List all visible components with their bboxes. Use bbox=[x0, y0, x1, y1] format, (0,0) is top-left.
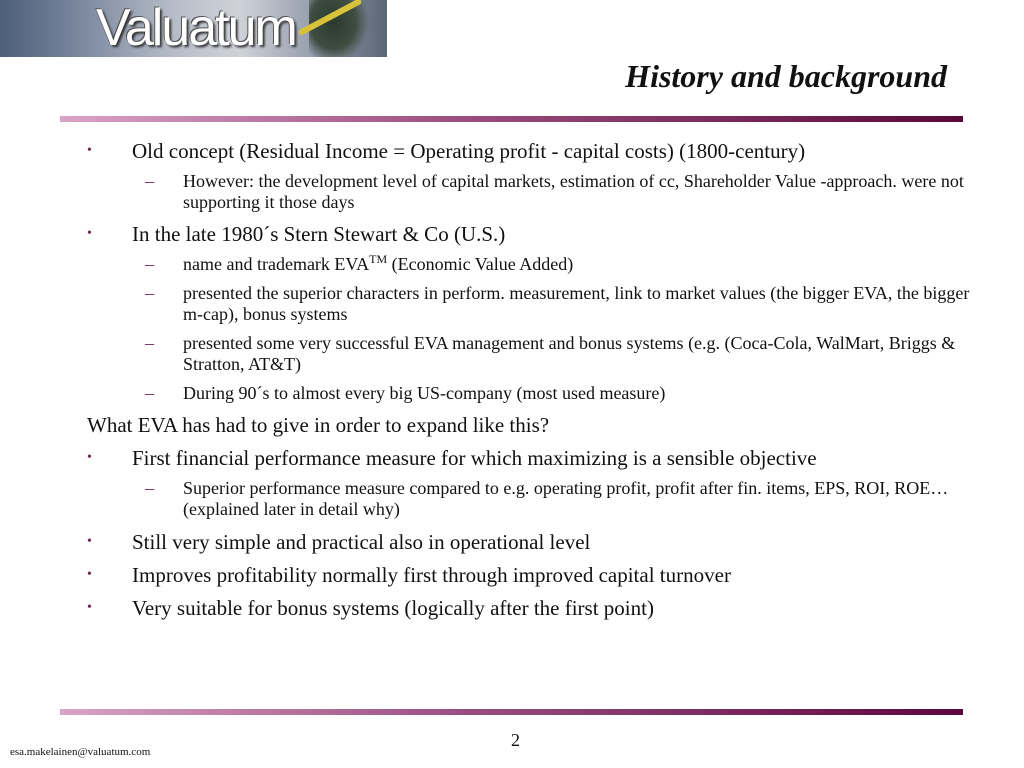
sub-bullet-item bbox=[87, 333, 977, 375]
sub-bullet-text-cont: (Economic Value Added) bbox=[387, 254, 574, 274]
bullet-marker: • bbox=[87, 143, 92, 158]
bullet-marker: • bbox=[87, 534, 92, 549]
sub-bullet-text: During 90´s to almost every big US-company (most used measure) bbox=[183, 383, 666, 403]
bullet-marker: • bbox=[87, 226, 92, 241]
bullet-text: Improves profitability normally first through improved capital turnover bbox=[132, 563, 731, 587]
bullet-text: Still very simple and practical also in operational level bbox=[132, 530, 591, 554]
bullet-text: Old concept (Residual Income = Operating profit - capital costs) (1800-century) bbox=[132, 139, 806, 163]
valuatum-logo bbox=[0, 0, 387, 57]
bullet-marker: • bbox=[87, 450, 92, 465]
sub-bullet-item bbox=[87, 383, 977, 404]
sub-bullet-text: Superior performance measure compared to e.g. operating profit, profit after fin. items, EPS, ROI, ROE… (explained later in detail why) bbox=[183, 478, 949, 519]
sub-bullet-item bbox=[87, 478, 977, 520]
sub-bullet-item bbox=[87, 283, 977, 325]
question-line: What EVA has had to give in order to expand like this? bbox=[87, 413, 550, 437]
bullet-item bbox=[87, 595, 977, 621]
slide-content bbox=[87, 138, 977, 628]
sub-bullet-text: presented the superior characters in perform. measurement, link to market values (the bigger EVA, the bigger m-cap), bonus systems bbox=[183, 283, 970, 324]
bullet-item bbox=[87, 562, 977, 588]
bottom-divider bbox=[60, 709, 963, 715]
bullet-marker: • bbox=[87, 567, 92, 582]
sub-bullet-text: However: the development level of capital markets, estimation of cc, Shareholder Value -approach. were not supporting it those days bbox=[183, 171, 964, 212]
dash-marker: – bbox=[145, 333, 154, 353]
trademark-superscript: TM bbox=[369, 252, 388, 266]
bullet-text: In the late 1980´s Stern Stewart & Co (U.S.) bbox=[132, 222, 506, 246]
logo-wordmark: Valuatum bbox=[96, 0, 296, 57]
dash-marker: – bbox=[145, 478, 154, 498]
bullet-item bbox=[87, 138, 977, 164]
bullet-item bbox=[87, 221, 977, 247]
footer-email: esa.makelainen@valuatum.com bbox=[10, 746, 151, 758]
page-number: 2 bbox=[511, 730, 520, 750]
sub-bullet-text: name and trademark EVA bbox=[183, 254, 370, 274]
dash-marker: – bbox=[145, 254, 154, 274]
sub-bullet-item bbox=[87, 171, 977, 213]
dash-marker: – bbox=[145, 283, 154, 303]
sub-bullet-item bbox=[87, 254, 977, 275]
bullet-text: Very suitable for bonus systems (logically after the first point) bbox=[132, 596, 654, 620]
sub-bullet-text: presented some very successful EVA management and bonus systems (e.g. (Coca-Cola, WalMart, Briggs & Stratton, AT&T) bbox=[183, 333, 956, 374]
dash-marker: – bbox=[145, 171, 154, 191]
slide-title: History and background bbox=[625, 58, 947, 94]
bullet-marker: • bbox=[87, 600, 92, 615]
bullet-item bbox=[87, 445, 977, 471]
bullet-text: First financial performance measure for which maximizing is a sensible objective bbox=[132, 446, 817, 470]
bullet-item bbox=[87, 529, 977, 555]
top-divider bbox=[60, 116, 963, 122]
dash-marker: – bbox=[145, 383, 154, 403]
